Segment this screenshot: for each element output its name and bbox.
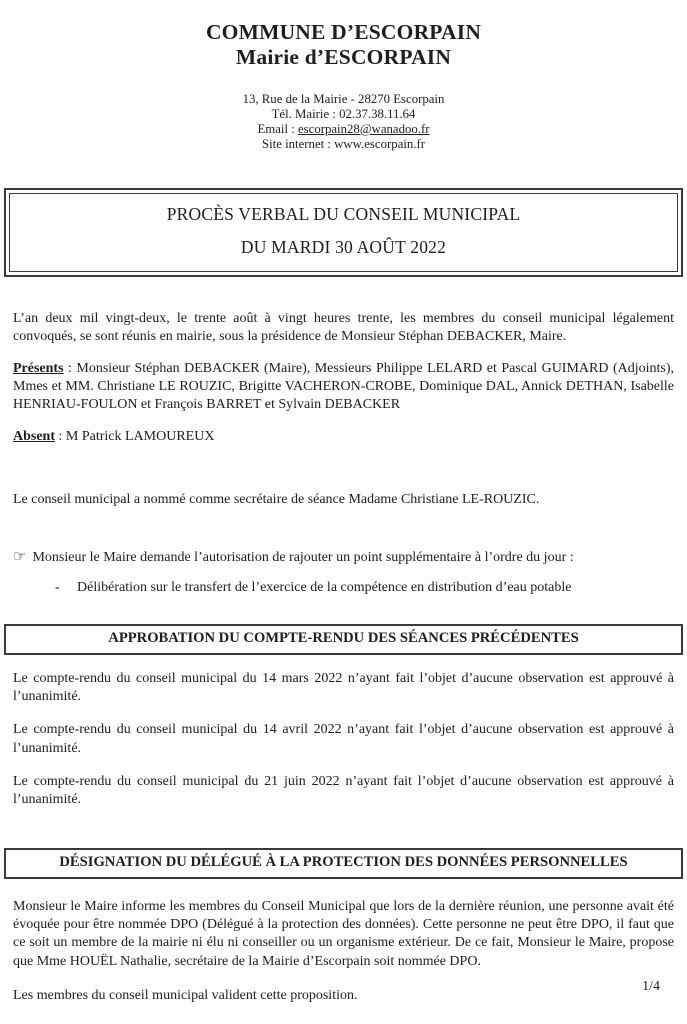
commune-title: COMMUNE D’ESCORPAIN <box>205 20 482 44</box>
bullet-text: Délibération sur le transfert de l’exercice de la compétence en distribution d’eau potable <box>77 579 572 595</box>
section-heading-approbation: APPROBATION DU COMPTE-RENDU DES SÉANCES PRÉCÉDENTES <box>4 624 683 655</box>
absent-paragraph <box>13 428 674 446</box>
street-address: 13, Rue de la Mairie - 28270 Escorpain <box>242 92 445 107</box>
website-line: Site internet : www.escorpain.fr <box>262 136 425 151</box>
intro-block <box>13 310 674 597</box>
approbation-paragraph-1: Le compte-rendu du conseil municipal du 14 mars 2022 n’ayant fait l’objet d’aucune observation est approuvé à l’unanimité. <box>13 670 674 705</box>
section-approbation-body <box>13 670 674 809</box>
email-line <box>13 122 674 137</box>
address-block <box>13 92 674 151</box>
absent-text: : M Patrick LAMOUREUX <box>55 429 215 445</box>
absent-label: Absent <box>13 429 56 445</box>
page-number: 1/4 <box>642 979 660 994</box>
presents-text: : Monsieur Stéphan DEBACKER (Maire), Messieurs Philippe LELARD et Pascal GUIMARD (Adjoints), Mmes et MM. Christiane LE ROUZIC, Brigitte VACHERON-CROBE, Dominique DAL, Annick DETHAN, Isabelle HENRIAU-FOULON et François BARRET et Sylvain DEBACKER <box>13 360 674 412</box>
presents-paragraph <box>13 360 674 415</box>
main-title-box-inner <box>9 193 678 272</box>
opening-paragraph: L’an deux mil vingt-deux, le trente août à vingt heures trente, les membres du conseil municipal légalement convoqués, se sont réunis en mairie, sous la présidence de Monsieur Stéphan DEBACKER, Maire. <box>13 311 674 345</box>
section-dpo-body <box>13 898 674 1005</box>
approbation-paragraph-2: Le compte-rendu du conseil municipal du 14 avril 2022 n’ayant fait l’objet d’aucune observation est approuvé à l’unanimité. <box>13 722 674 756</box>
bullet-dash: - <box>55 579 60 595</box>
pointing-hand-icon: ☞ <box>13 546 27 565</box>
dpo-paragraph-2: Les membres du conseil municipal valident cette proposition. <box>13 987 358 1003</box>
dpo-paragraph-1: Monsieur le Maire informe les membres du Conseil Municipal que lors de la dernière réunion, une personne avait été évoquée pour être nommée DPO (Délégué à la protection des données). Cette personne ne peut être DPO, il faut que ce soit un membre de la mairie ni élu ni conseiller ou un organisme extérieur. De ce fait, Monsieur le Maire, propose que Mme HOUËL Nathalie, secrétaire de la Mairie d’Escorpain soit nommée DPO. <box>13 899 674 969</box>
letterhead <box>13 20 674 151</box>
order-addition-line <box>13 547 674 567</box>
presents-label: Présents <box>13 360 64 376</box>
mairie-title: Mairie d’ESCORPAIN <box>235 44 452 69</box>
section-heading-designation-dpo: DÉSIGNATION DU DÉLÉGUÉ À LA PROTECTION DES DONNÉES PERSONNELLES <box>4 848 683 879</box>
email-label: Email : <box>257 121 298 136</box>
email-link[interactable]: escorpain28@wanadoo.fr <box>297 121 430 136</box>
document-title-line2: DU MARDI 30 AOÛT 2022 <box>240 237 447 258</box>
order-bullet-item <box>13 579 674 597</box>
secretary-paragraph: Le conseil municipal a nommé comme secrétaire de séance Madame Christiane LE-ROUZIC. <box>13 492 540 508</box>
order-addition-text: Monsieur le Maire demande l’autorisation de rajouter un point supplémentaire à l’ordre du jour : <box>32 549 574 565</box>
main-title-box <box>4 188 683 277</box>
approbation-paragraph-3: Le compte-rendu du conseil municipal du 21 juin 2022 n’ayant fait l’objet d’aucune observation est approuvé à l’unanimité. <box>13 773 674 807</box>
phone-line: Tél. Mairie : 02.37.38.11.64 <box>271 107 416 122</box>
document-title-line1: PROCÈS VERBAL DU CONSEIL MUNICIPAL <box>166 204 521 225</box>
